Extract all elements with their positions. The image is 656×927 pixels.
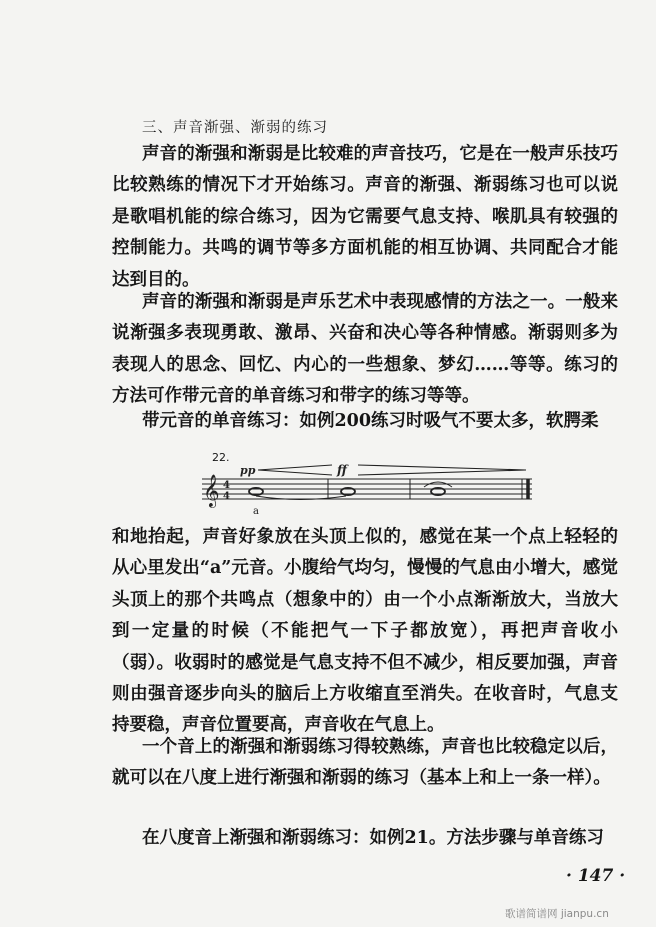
crescendo-hairpin [258,465,332,475]
treble-clef-icon: 𝄞 [203,474,220,507]
paragraph-6: 在八度音上渐强和渐弱练习：如例21。方法步骤与单音练习 [142,828,604,848]
paragraph-4: 和地抬起，声音好象放在头顶上似的，感觉在某一个点上轻轻的从心里发出“a”元音。小腹给气均匀，慢慢的气息由小增大，感觉头顶上的那个共鸣点（想象中的）由一个小点渐渐放大，当放大到一定量的时候（不能把气一下子都放宽），再把声音收小（弱）。收弱时的感觉是气息支持不但不减少，相反要加强，声音则由强音逐步向头的脑后上方收缩直至消失。在收音时，气息支持要稳，声音位置要高，声音收在气息上。 [112,527,618,736]
dynamic-pp: pp [240,464,256,477]
music-example [200,447,545,522]
page-number: · 147 · [566,866,626,886]
dynamic-ff: ff [337,463,347,477]
example-number: 22. [212,451,230,464]
time-signature-top: 4 [223,480,230,491]
site-watermark: 歌谱简谱网 jianpu.cn [505,908,609,920]
music-staff [200,447,545,522]
lyric-vowel: a [253,506,259,517]
paragraph-1: 声音的渐强和渐弱是比较难的声音技巧，它是在一般声乐技巧比较熟练的情况下才开始练习。声音的渐强、渐弱练习也可以说是歌唱机能的综合练习，因为它需要气息支持、喉肌具有较强的控制能力。共鸣的调节等多方面机能的相互协调、共同配合才能达到目的。 [112,144,618,290]
paragraph-3: 带元音的单音练习：如例200练习时吸气不要太多，软腭柔 [142,411,599,431]
section-heading: 三、声音渐强、渐弱的练习 [142,120,328,136]
time-signature-bottom: 4 [223,491,230,502]
decrescendo-hairpin [358,465,526,475]
paragraph-5: 一个音上的渐强和渐弱练习得较熟练，声音也比较稳定以后，就可以在八度上进行渐强和渐弱的练习（基本上和上一条一样）。 [112,737,618,789]
paragraph-2: 声音的渐强和渐弱是声乐艺术中表现感情的方法之一。一般来说渐强多表现勇敢、激昂、兴奋和决心等各种情感。渐弱则多为表现人的思念、回忆、内心的一些想象、梦幻……等等。练习的方法可作带元音的单音练习和带字的练习等等。 [112,292,618,407]
